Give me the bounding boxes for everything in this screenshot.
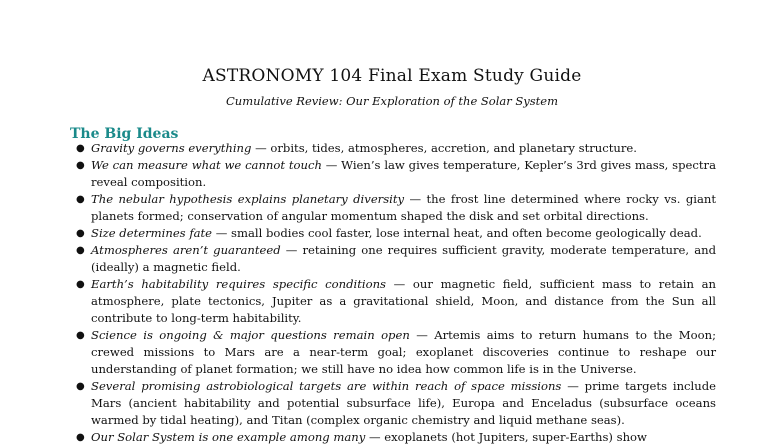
idea-lead: Gravity governs everything: [91, 141, 252, 155]
idea-text: — Artemis aims to return humans to the Moon; crewed missions to Mars are a near-term goal; exoplanet discoveries continue to reshape our understanding of planet formation; we still have no idea how common life is in the Universe.: [91, 328, 716, 376]
bullet-icon: ●: [76, 279, 85, 290]
section-heading: The Big Ideas: [70, 126, 179, 142]
bullet-icon: ●: [76, 432, 85, 443]
idea-text: — Wien’s law gives temperature, Kepler’s 3rd gives mass, spectra reveal composition.: [91, 158, 716, 189]
idea-text: — orbits, tides, atmospheres, accretion, and planetary structure.: [251, 141, 637, 155]
big-ideas-list: [76, 140, 716, 446]
document-subtitle: Cumulative Review: Our Exploration of the Solar System: [225, 94, 559, 108]
idea-lead: Size determines fate: [91, 226, 213, 240]
list-item: [76, 276, 716, 327]
idea-text: — the frost line determined where rocky vs. giant planets formed; conservation of angular momentum shaped the disk and set orbital directions.: [91, 192, 716, 223]
bullet-icon: ●: [76, 143, 85, 154]
idea-lead: Atmospheres aren’t guaranteed: [91, 243, 281, 257]
bullet-icon: ●: [76, 245, 85, 256]
list-item: [76, 225, 716, 242]
idea-lead: Our Solar System is one example among many: [91, 430, 366, 444]
list-item: [76, 327, 716, 378]
bullet-icon: ●: [76, 228, 85, 239]
idea-lead: Science is ongoing & major questions remain open: [91, 328, 410, 342]
list-item: [76, 191, 716, 225]
bullet-icon: ●: [76, 381, 85, 392]
list-item: [76, 242, 716, 276]
document-title: ASTRONOMY 104 Final Exam Study Guide: [202, 66, 582, 86]
list-item: [76, 140, 716, 157]
list-item: [76, 378, 716, 429]
idea-text: — exoplanets (hot Jupiters, super-Earths) show: [365, 430, 647, 444]
idea-lead: Several promising astrobiological targets are within reach of space missions: [91, 379, 562, 393]
bullet-icon: ●: [76, 194, 85, 205]
idea-text: — small bodies cool faster, lose internal heat, and often become geologically dead.: [212, 226, 702, 240]
list-item: [76, 429, 716, 446]
idea-text: — retaining one requires sufficient gravity, moderate temperature, and (ideally) a magnetic field.: [91, 243, 716, 274]
idea-text: — our magnetic field, sufficient mass to retain an atmosphere, plate tectonics, Jupiter as a gravitational shield, Moon, and distance from the Sun all contribute to long-term habitability.: [91, 277, 716, 325]
list-item: [76, 157, 716, 191]
idea-lead: Earth’s habitability requires specific conditions: [91, 277, 387, 291]
idea-lead: We can measure what we cannot touch: [91, 158, 322, 172]
bullet-icon: ●: [76, 160, 85, 171]
bullet-icon: ●: [76, 330, 85, 341]
idea-lead: The nebular hypothesis explains planetary diversity: [91, 192, 405, 206]
idea-text: — prime targets include Mars (ancient habitability and potential subsurface life), Europa and Enceladus (subsurface oceans warmed by tidal heating), and Titan (complex organic chemistry and liquid methane seas).: [91, 379, 716, 427]
